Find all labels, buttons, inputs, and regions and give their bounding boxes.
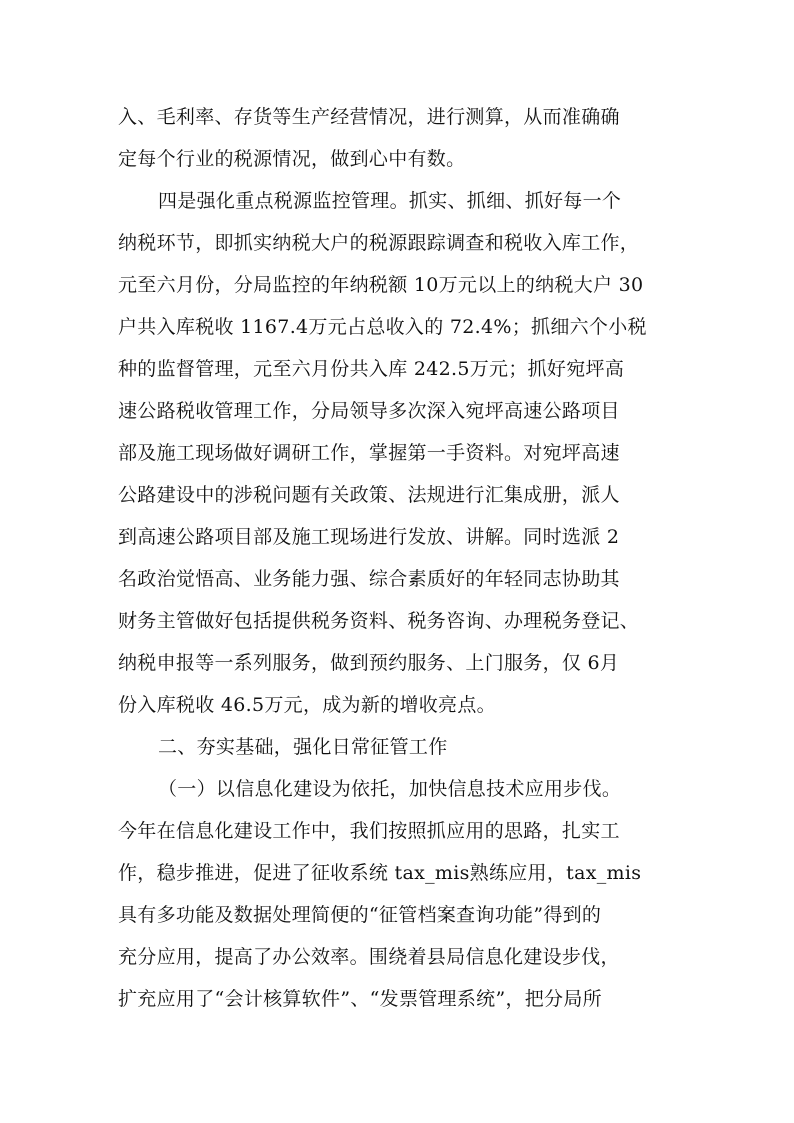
text-line: 定每个行业的税源情况，做到心中有数。 — [118, 148, 466, 170]
document-body — [118, 96, 680, 1020]
text-line: 到高速公路项目部及施工现场进行发放、讲解。同时选派 2 — [118, 526, 620, 548]
text-line: 入、毛利率、存货等生产经营情况，进行测算，从而准确确 — [118, 106, 620, 128]
text-line: 元至六月份，分局监控的年纳税额 10万元以上的纳税大户 30 — [118, 274, 644, 296]
text-line: 名政治觉悟高、业务能力强、综合素质好的年轻同志协助其 — [118, 568, 620, 590]
text-line: 户共入库税收 1167.4万元占总收入的 72.4%；抓细六个小税 — [118, 316, 647, 338]
text-line: 公路建设中的涉税问题有关政策、法规进行汇集成册，派人 — [118, 484, 620, 506]
text-line: 作，稳步推进，促进了征收系统 tax_mis熟练应用，tax_mis — [118, 862, 642, 884]
text-line: 种的监督管理，元至六月份共入库 242.5万元；抓好宛坪高 — [118, 358, 625, 380]
text-line: 份入库税收 46.5万元，成为新的增收亮点。 — [118, 694, 496, 716]
text-line: 部及施工现场做好调研工作，掌握第一手资料。对宛坪高速 — [118, 442, 620, 464]
text-line: 具有多功能及数据处理简便的“征管档案查询功能”得到的 — [118, 904, 602, 926]
text-line: 充分应用，提高了办公效率。围绕着县局信息化建设步伐， — [118, 946, 620, 968]
text-line: 纳税环节，即抓实纳税大户的税源跟踪调查和税收入库工作， — [118, 232, 640, 254]
text-line: 今年在信息化建设工作中，我们按照抓应用的思路，扎实工 — [118, 820, 620, 842]
text-line: 速公路税收管理工作，分局领导多次深入宛坪高速公路项目 — [118, 400, 620, 422]
text-line: （一）以信息化建设为依托，加快信息技术应用步伐。 — [158, 778, 622, 800]
text-line: 纳税申报等一系列服务，做到预约服务、上门服务，仅 6月 — [118, 652, 620, 674]
text-line: 财务主管做好包括提供税务资料、税务咨询、办理税务登记、 — [118, 610, 640, 632]
text-line: 二、夯实基础，强化日常征管工作 — [158, 736, 448, 758]
text-line: 扩充应用了“会计核算软件”、“发票管理系统”，把分局所 — [118, 988, 602, 1010]
text-line: 四是强化重点税源监控管理。抓实、抓细、抓好每一个 — [158, 190, 622, 212]
